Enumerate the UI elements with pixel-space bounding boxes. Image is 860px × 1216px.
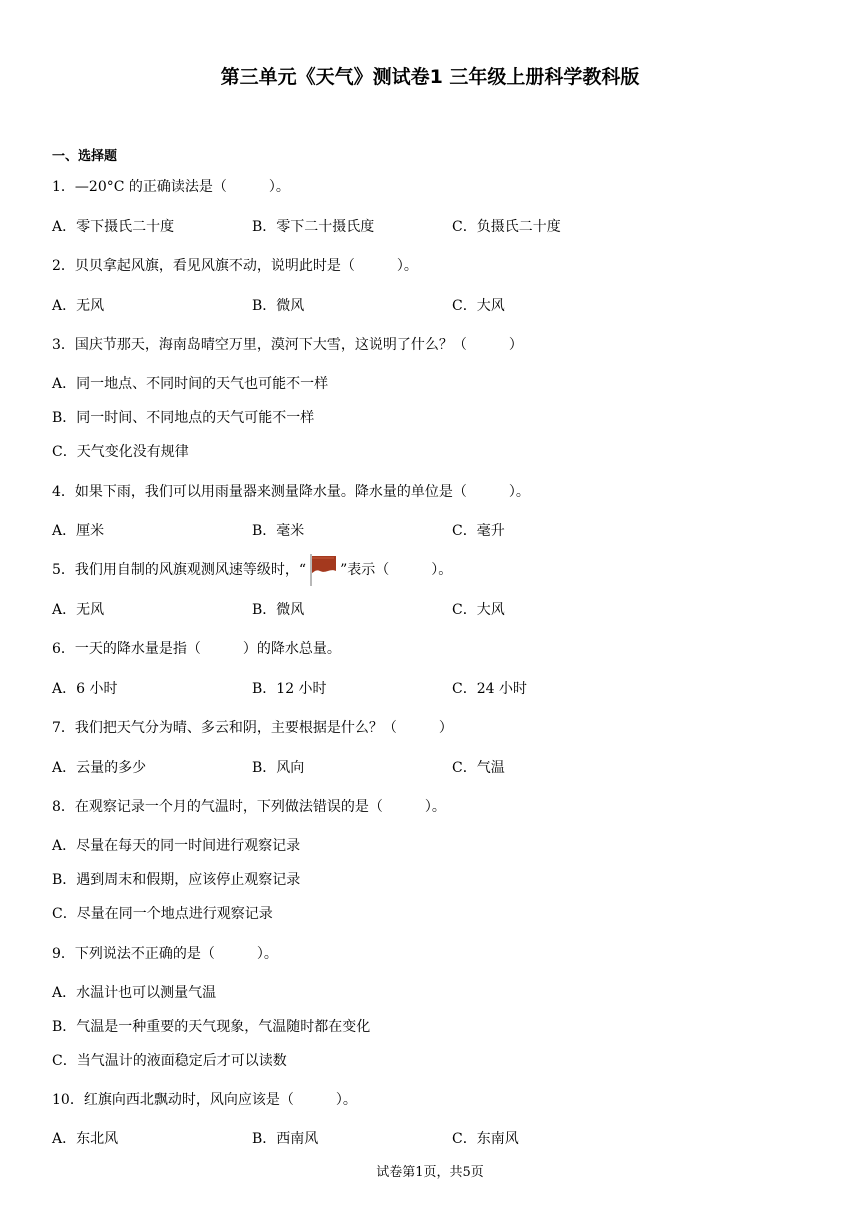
question-6-option-b: B．12 小时	[252, 681, 327, 697]
question-10-option-a: A．东北风	[52, 1131, 119, 1147]
question-4-option-b: B．毫米	[252, 523, 305, 539]
question-5-stem-after: ”表示（ ）。	[340, 562, 453, 578]
question-5-option-b: B．微风	[252, 602, 305, 618]
section-heading: 一、选择题	[52, 149, 118, 164]
question-4-option-a: A．厘米	[52, 523, 105, 539]
question-9-option-b: B．气温是一种重要的天气现象，气温随时都在变化	[52, 1019, 371, 1035]
question-10-option-c: C．东南风	[452, 1131, 519, 1147]
question-6-option-a: A．6 小时	[52, 681, 118, 697]
question-5-option-c: C．大风	[452, 602, 505, 618]
question-6-stem: 6．一天的降水量是指（ ）的降水总量。	[52, 641, 341, 657]
question-9-stem: 9．下列说法不正确的是（ ）。	[52, 946, 278, 962]
question-3-option-a: A．同一地点、不同时间的天气也可能不一样	[52, 376, 329, 392]
question-8-stem: 8．在观察记录一个月的气温时，下列做法错误的是（ ）。	[52, 799, 446, 815]
question-4-option-c: C．毫升	[452, 523, 505, 539]
question-7-stem: 7．我们把天气分为晴、多云和阴，主要根据是什么？（ ）	[52, 720, 453, 736]
question-1-option-a: A．零下摄氏二十度	[52, 219, 175, 235]
question-5-stem	[52, 553, 452, 587]
question-10-option-b: B．西南风	[252, 1131, 319, 1147]
wind-flag-icon	[308, 553, 338, 587]
question-6-option-c: C．24 小时	[452, 681, 527, 697]
question-8-option-a: A．尽量在每天的同一时间进行观察记录	[52, 838, 301, 854]
question-4-stem: 4．如果下雨，我们可以用雨量器来测量降水量。降水量的单位是（ ）。	[52, 484, 530, 500]
question-1-option-b: B．零下二十摄氏度	[252, 219, 375, 235]
question-8-option-c: C．尽量在同一个地点进行观察记录	[52, 906, 273, 922]
question-2-option-b: B．微风	[252, 298, 305, 314]
question-5-stem-before: 5．我们用自制的风旗观测风速等级时，“	[52, 562, 307, 578]
question-3-stem: 3．国庆节那天，海南岛晴空万里，漠河下大雪，这说明了什么？（ ）	[52, 337, 523, 353]
question-3-option-c: C．天气变化没有规律	[52, 444, 189, 460]
question-3-option-b: B．同一时间、不同地点的天气可能不一样	[52, 410, 315, 426]
question-8-option-b: B．遇到周末和假期，应该停止观察记录	[52, 872, 301, 888]
question-2-option-a: A．无风	[52, 298, 105, 314]
question-2-option-c: C．大风	[452, 298, 505, 314]
question-2-stem: 2．贝贝拿起风旗，看见风旗不动，说明此时是（ ）。	[52, 258, 418, 274]
question-7-option-b: B．风向	[252, 760, 305, 776]
question-7-option-a: A．云量的多少	[52, 760, 147, 776]
question-10-stem: 10．红旗向西北飘动时，风向应该是（ ）。	[52, 1092, 357, 1108]
question-9-option-c: C．当气温计的液面稳定后才可以读数	[52, 1053, 287, 1069]
question-1-option-c: C．负摄氏二十度	[452, 219, 561, 235]
question-9-option-a: A．水温计也可以测量气温	[52, 985, 217, 1001]
page-title: 第三单元《天气》测试卷1 三年级上册科学教科版	[220, 66, 640, 88]
page-footer: 试卷第1页，共5页	[376, 1165, 484, 1180]
question-5-option-a: A．无风	[52, 602, 105, 618]
question-7-option-c: C．气温	[452, 760, 505, 776]
question-1-stem: 1．—20°C 的正确读法是（ ）。	[52, 179, 290, 195]
